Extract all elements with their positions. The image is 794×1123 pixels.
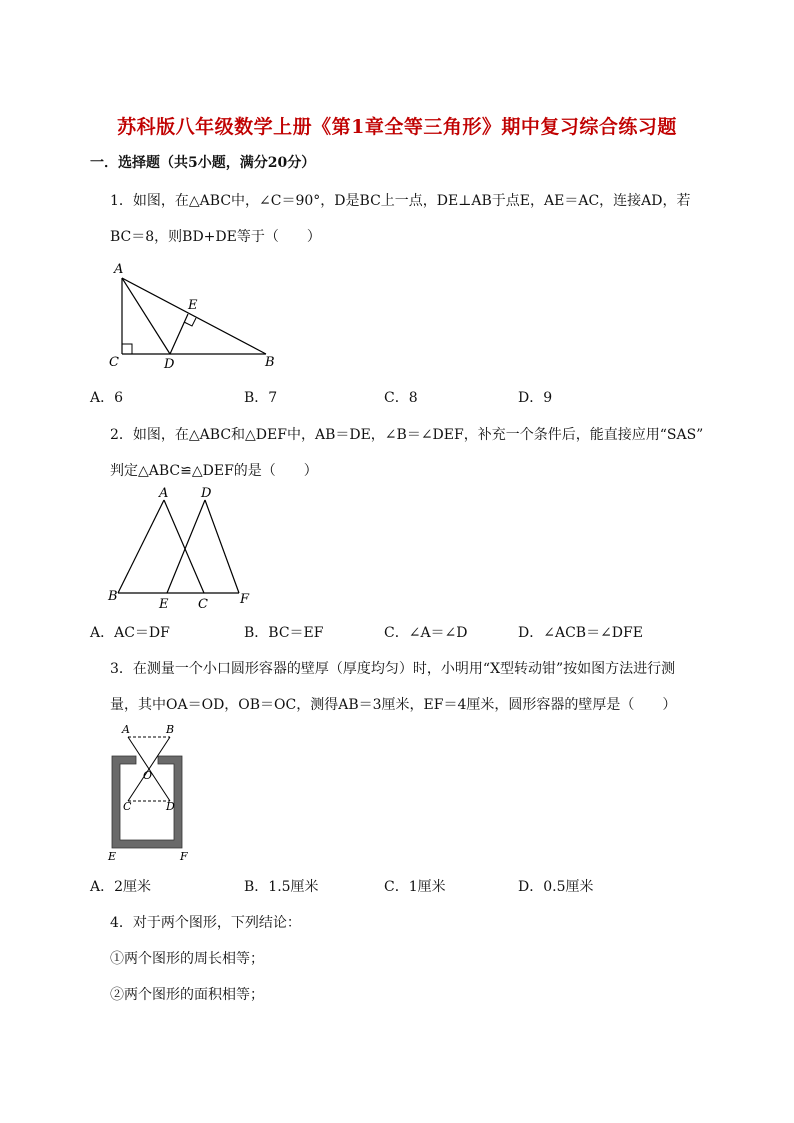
q2-triangles-figure xyxy=(100,482,270,614)
q3-option-b[interactable]: B．1.5厘米 xyxy=(244,879,319,895)
q3-option-d[interactable]: D．0.5厘米 xyxy=(518,879,594,895)
q1-option-a[interactable]: A．6 xyxy=(90,390,124,406)
q2-option-a[interactable]: A．AC＝DF xyxy=(90,625,170,641)
q2-label-a: A xyxy=(159,486,169,501)
q3-stem-line2: 量，其中OA＝OD，OB＝OC，测得AB＝3厘米，EF＝4厘米，圆形容器的壁厚是（ ） xyxy=(110,697,677,713)
q3-label-a: A xyxy=(122,723,130,736)
q2-label-b: B xyxy=(108,589,118,604)
q1-label-d: D xyxy=(164,357,175,372)
q2-label-e: E xyxy=(159,597,169,612)
q1-stem-line2: BC＝8，则BD+DE等于（ ） xyxy=(110,229,321,245)
q2-label-c: C xyxy=(198,597,208,612)
q2-option-d[interactable]: D．∠ACB＝∠DFE xyxy=(518,625,643,641)
q1-option-d[interactable]: D．9 xyxy=(518,390,553,406)
q2-stem-line1: 2．如图，在△ABC和△DEF中，AB＝DE，∠B＝∠DEF，补充一个条件后，能直接应用“SAS” xyxy=(110,427,704,443)
q4-stem: 4．对于两个图形，下列结论： xyxy=(110,915,301,931)
q3-label-f: F xyxy=(180,850,188,863)
q3-option-c[interactable]: C．1厘米 xyxy=(384,879,446,895)
q1-stem-line1: 1．如图，在△ABC中，∠C＝90°，D是BC上一点，DE⊥AB于点E，AE＝AC，连接AD，若 xyxy=(110,193,691,209)
q3-container-figure xyxy=(100,718,200,866)
q2-option-b[interactable]: B．BC＝EF xyxy=(244,625,324,641)
q2-stem-line2: 判定△ABC≌△DEF的是（ ） xyxy=(110,463,318,479)
q1-option-b[interactable]: B．7 xyxy=(244,390,278,406)
q1-option-c[interactable]: C．8 xyxy=(384,390,418,406)
q2-option-c[interactable]: C．∠A＝∠D xyxy=(384,625,468,641)
section-heading: 一．选择题（共5小题，满分20分） xyxy=(90,155,316,171)
q1-label-a: A xyxy=(114,262,124,277)
q3-label-e: E xyxy=(108,850,117,863)
q3-label-c: C xyxy=(123,800,132,813)
q1-label-c: C xyxy=(109,355,119,370)
q1-label-e: E xyxy=(188,298,198,313)
q3-stem-line1: 3．在测量一个小口圆形容器的壁厚（厚度均匀）时，小明用“X型转动钳”按如图方法进行测 xyxy=(110,661,676,677)
q1-label-b: B xyxy=(265,355,275,370)
q3-option-a[interactable]: A．2厘米 xyxy=(90,879,152,895)
page-title: 苏科版八年级数学上册《第1章全等三角形》期中复习综合练习题 xyxy=(117,116,677,138)
q3-label-b: B xyxy=(166,723,175,736)
q3-label-d: D xyxy=(166,800,175,813)
q4-item-1: ①两个图形的周长相等； xyxy=(110,951,264,967)
q1-triangle-figure xyxy=(100,258,290,373)
q2-label-f: F xyxy=(240,592,250,607)
q4-item-2: ②两个图形的面积相等； xyxy=(110,987,264,1003)
q2-label-d: D xyxy=(201,486,212,501)
q3-label-o: O xyxy=(143,769,153,782)
